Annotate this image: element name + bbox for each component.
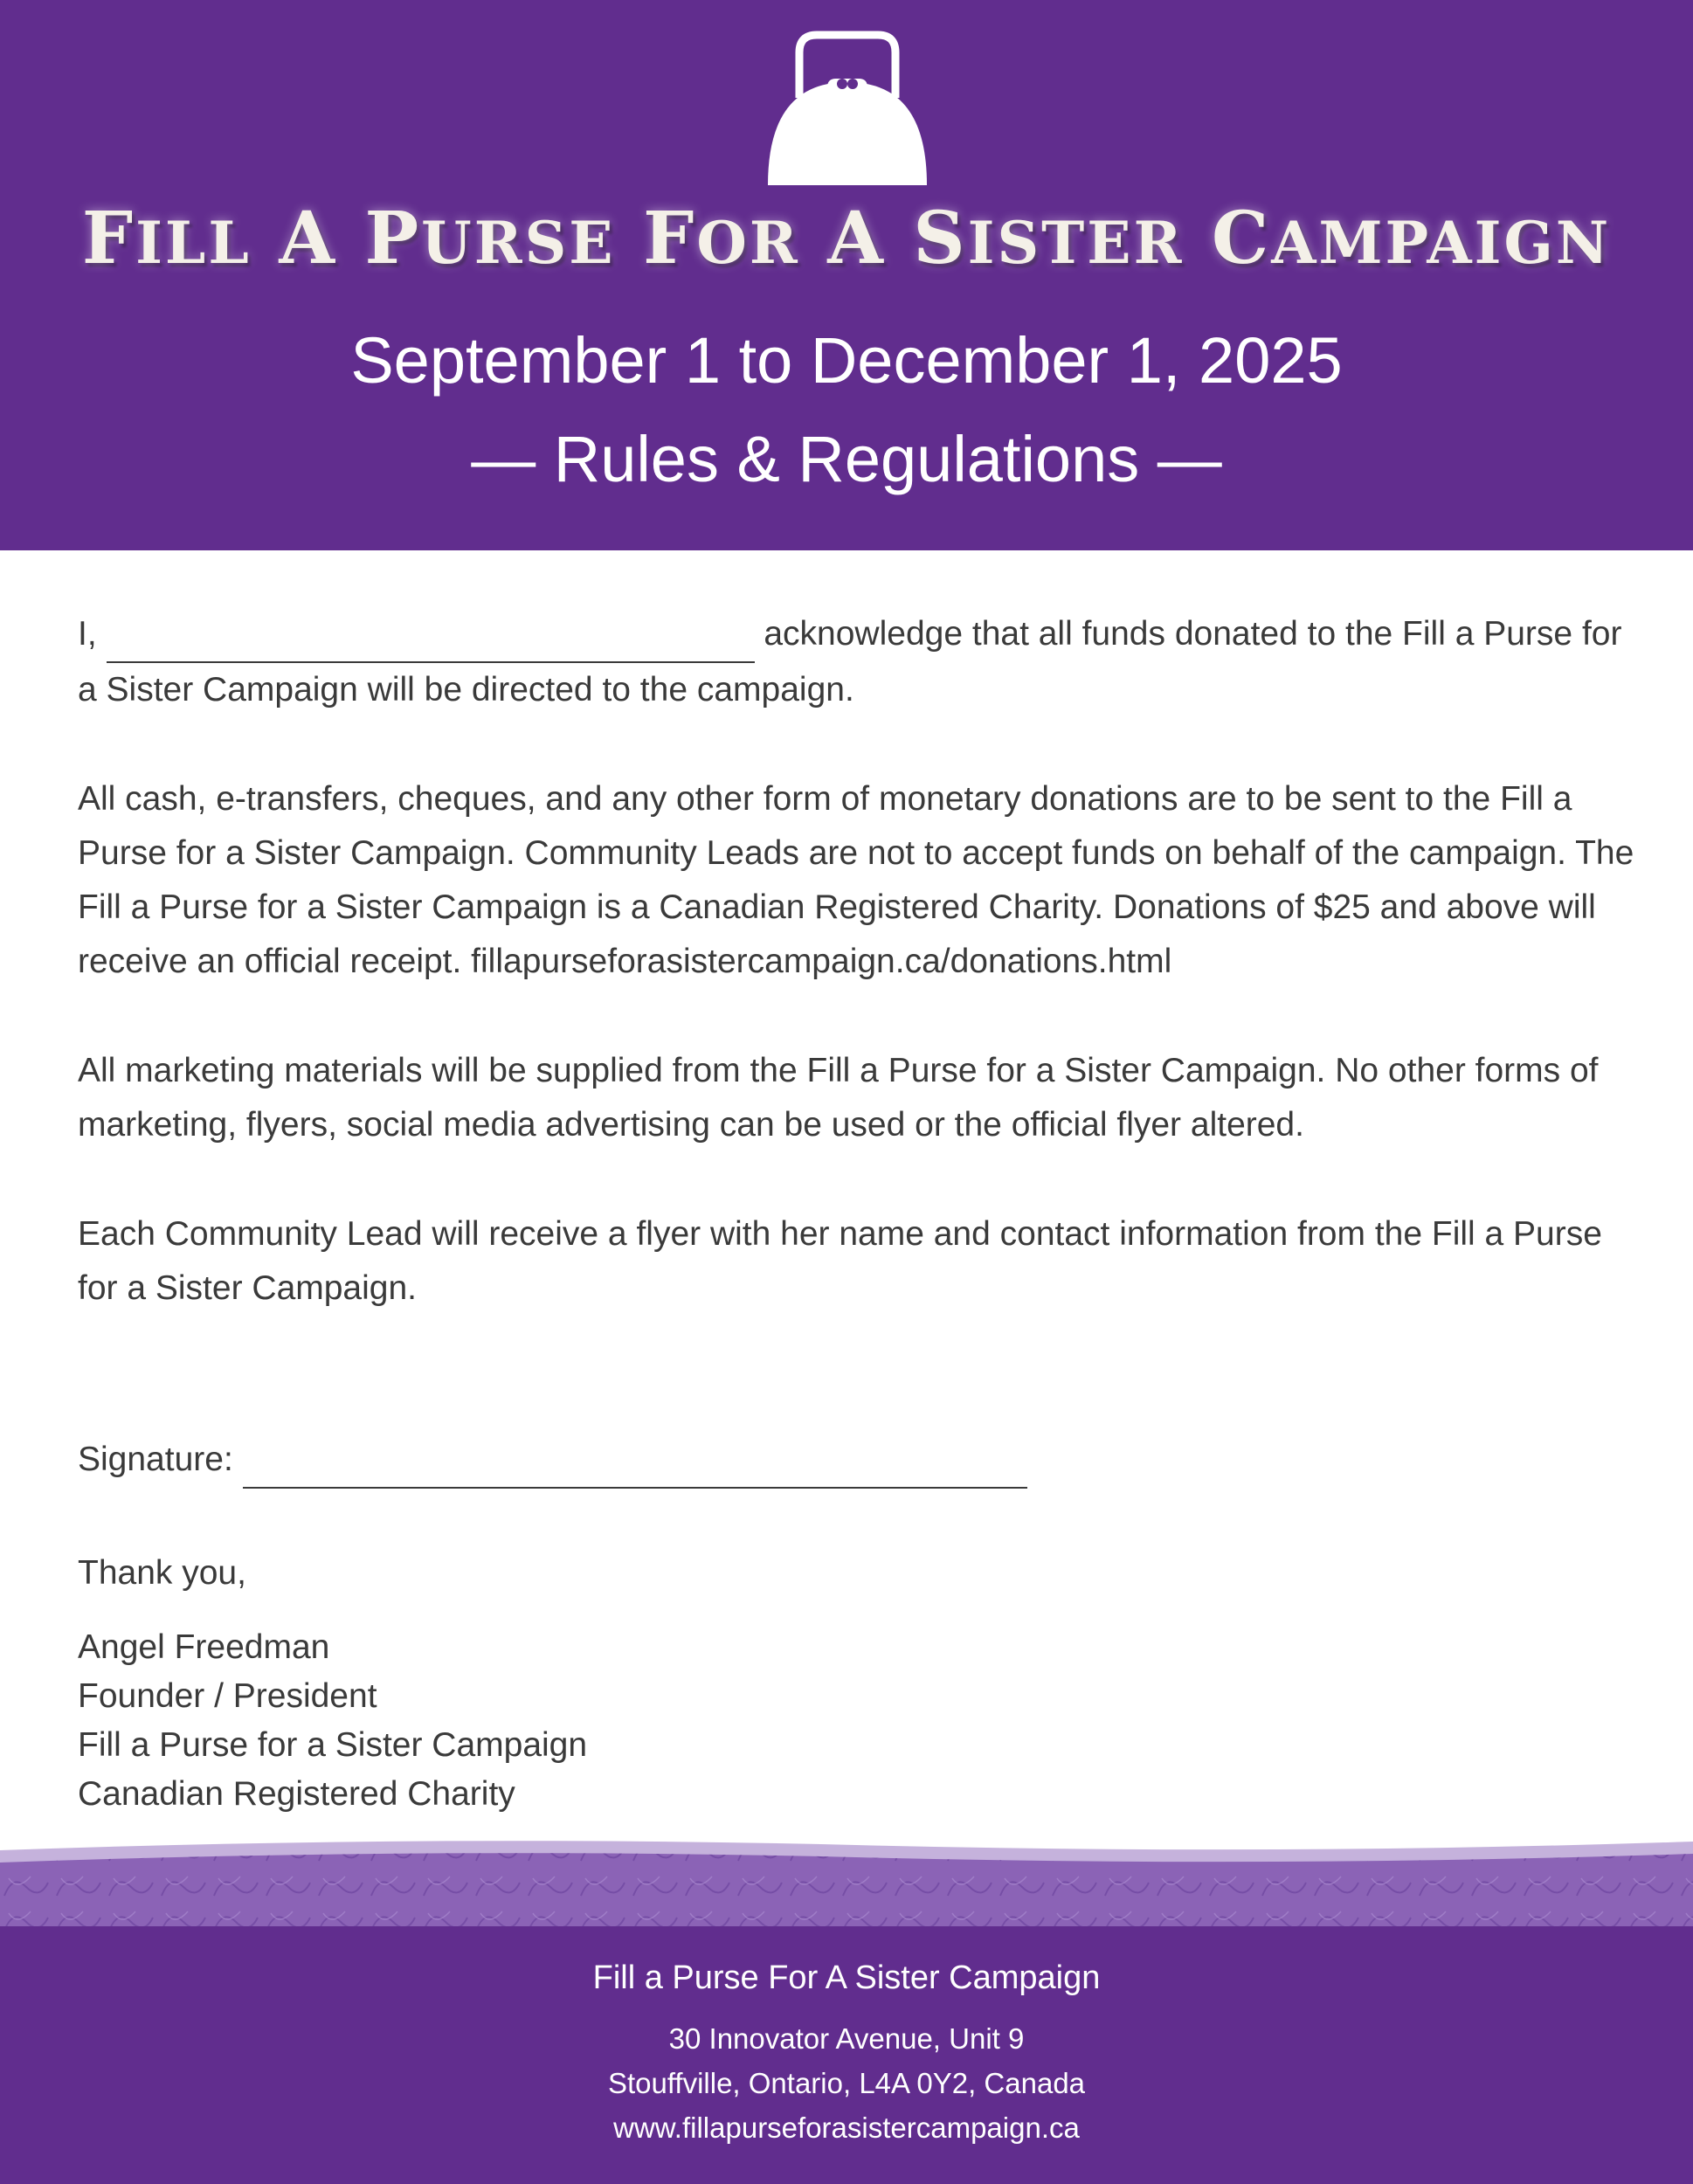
campaign-dates: September 1 to December 1, 2025 (350, 324, 1343, 397)
campaign-title: FILL A PURSE FOR A SISTER CAMPAIGN (81, 197, 1612, 280)
footer-org-name: Fill a Purse For A Sister Campaign (592, 1959, 1101, 1996)
signoff-role: Founder / President (78, 1677, 377, 1715)
footer-website-link[interactable]: www.fillapurseforasistercampaign.ca (613, 2111, 1080, 2144)
marketing-paragraph: All marketing materials will be supplied from the Fill a Purse for a Sister Campaign. No other forms of marketing, flyers, social media advertising can be used or the official flyer altered. (78, 1052, 1599, 1144)
donations-paragraph: All cash, e-transfers, cheques, and any other form of monetary donations are to be sent to the Fill a Purse for a Sister Campaign. Community Leads are not to accept funds on behalf of the campaign. The Fill a Purse for a Sister Campaign is a Canadian Registered Charity. Donations of $25 and above will receive an official receipt. fillapurseforasistercampaign.ca/donations.html (78, 780, 1634, 980)
flyer-paragraph: Each Community Lead will receive a flyer with her name and contact information from the Fill a Purse for a Sister Campaign. (78, 1215, 1602, 1307)
signoff-block (78, 1623, 587, 1819)
thanks-text: Thank you, (78, 1554, 246, 1592)
signoff-status: Canadian Registered Charity (78, 1775, 515, 1813)
name-blank-line[interactable] (107, 607, 755, 663)
signature-line (78, 1433, 1027, 1489)
rules-body (78, 607, 1641, 1371)
acknowledgement-paragraph: I, acknowledge that all funds donated to the Fill a Purse for a Sister Campaign will be directed to the campaign. (78, 607, 1641, 717)
purse-icon (766, 30, 929, 187)
header-banner (0, 0, 1693, 550)
signoff-name: Angel Freedman (78, 1628, 330, 1666)
rules-subtitle: — Rules & Regulations — (471, 423, 1222, 495)
footer-address-1: 30 Innovator Avenue, Unit 9 (668, 2022, 1025, 2055)
signoff-org: Fill a Purse for a Sister Campaign (78, 1726, 588, 1764)
footer-address-2: Stouffville, Ontario, L4A 0Y2, Canada (607, 2067, 1086, 2099)
footer (0, 1926, 1693, 2184)
signature-label: Signature: (78, 1441, 233, 1478)
signature-blank-line[interactable] (243, 1433, 1027, 1489)
